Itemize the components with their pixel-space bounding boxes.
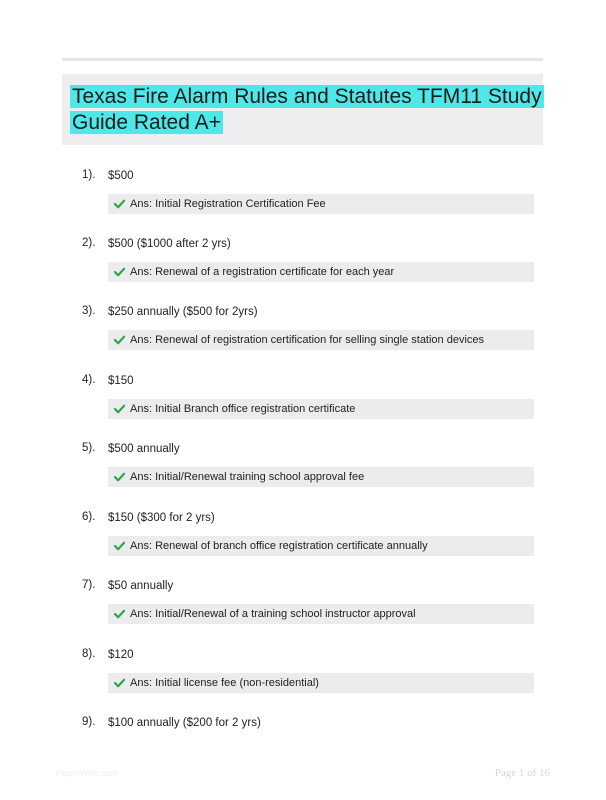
- answer-text: Initial/Renewal training school approval fee: [155, 471, 365, 483]
- check-icon: [114, 472, 125, 482]
- answer-prefix: Ans:: [130, 403, 153, 415]
- document-title-highlight: Texas Fire Alarm Rules and Statutes TFM11 Study Guide Rated A+: [72, 85, 542, 134]
- check-icon: [114, 678, 125, 688]
- answer-text: Renewal of a registration certificate for each year: [155, 266, 395, 278]
- question-text: $150: [108, 375, 134, 387]
- answer-text: Renewal of registration certification for selling single station devices: [155, 334, 485, 346]
- question-text: $150 ($300 for 2 yrs): [108, 512, 215, 524]
- answer-prefix: Ans:: [130, 540, 153, 552]
- question-number: 5).: [82, 442, 96, 454]
- answer-box: [108, 673, 534, 693]
- answer-text: Initial/Renewal of a training school instructor approval: [155, 608, 416, 620]
- answer-box: [108, 194, 534, 214]
- question-number: 8).: [82, 648, 96, 660]
- footer-watermark: PaperWeb.com: [56, 768, 118, 778]
- check-icon: [114, 335, 125, 345]
- answer-prefix: Ans:: [130, 266, 153, 278]
- question-number: 7).: [82, 579, 96, 591]
- answer-prefix: Ans:: [130, 677, 153, 689]
- check-icon: [114, 609, 125, 619]
- check-icon: [114, 199, 125, 209]
- answer-box: [108, 536, 534, 556]
- document-title: [70, 84, 543, 136]
- answer-prefix: Ans:: [130, 198, 153, 210]
- answer-text: Initial Branch office registration certificate: [155, 403, 356, 415]
- question-text: $500 annually: [108, 443, 180, 455]
- question-text: $250 annually ($500 for 2yrs): [108, 306, 258, 318]
- top-divider: [62, 58, 543, 61]
- answer-box: [108, 399, 534, 419]
- answer-prefix: Ans:: [130, 471, 153, 483]
- answer-text: Initial Registration Certification Fee: [155, 198, 326, 210]
- question-number: 9).: [82, 716, 96, 728]
- answer-box: [108, 262, 534, 282]
- check-icon: [114, 404, 125, 414]
- check-icon: [114, 541, 125, 551]
- answer-text: Initial license fee (non-residential): [155, 677, 319, 689]
- answer-box: [108, 467, 534, 487]
- question-text: $50 annually: [108, 580, 174, 592]
- question-text: $500: [108, 170, 134, 182]
- question-number: 1).: [82, 169, 96, 181]
- question-text: $120: [108, 649, 134, 661]
- question-number: 6).: [82, 511, 96, 523]
- question-number: 3).: [82, 305, 96, 317]
- answer-prefix: Ans:: [130, 608, 153, 620]
- question-number: 2).: [82, 237, 96, 249]
- question-text: $100 annually ($200 for 2 yrs): [108, 717, 261, 729]
- title-banner: [62, 74, 543, 145]
- check-icon: [114, 267, 125, 277]
- answer-text: Renewal of branch office registration certificate annually: [155, 540, 428, 552]
- question-number: 4).: [82, 374, 96, 386]
- page-number: Page 1 of 16: [494, 767, 550, 779]
- answer-box: [108, 604, 534, 624]
- answer-box: [108, 330, 534, 350]
- answer-prefix: Ans:: [130, 334, 153, 346]
- question-text: $500 ($1000 after 2 yrs): [108, 238, 231, 250]
